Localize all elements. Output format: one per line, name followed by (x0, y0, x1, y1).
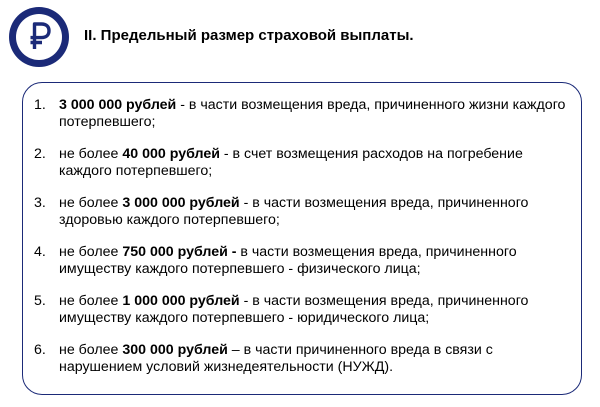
item-text: - в части возмещения вреда, причиненного имуществу каждого потерпевшего - юридического лица; (59, 293, 529, 326)
item-number: 5. (34, 293, 46, 309)
item-text: в части возмещения вреда, причиненного имуществу каждого потерпевшего - физического лица; (59, 244, 517, 277)
item-amount: 750 000 рублей - (122, 244, 237, 260)
item-number: 3. (34, 195, 46, 211)
item-amount: 40 000 рублей (122, 146, 220, 162)
list-item (34, 342, 574, 376)
item-text: - в части возмещения вреда, причиненного здоровью каждого потерпевшего; (59, 195, 529, 228)
item-number: 1. (34, 97, 46, 113)
list-item (34, 244, 574, 278)
item-number: 6. (34, 342, 46, 358)
item-number: 2. (34, 146, 46, 162)
list-item (34, 293, 574, 327)
item-prefix: не более (59, 244, 123, 260)
item-prefix: не более (59, 195, 123, 211)
item-text: – в части причиненного вреда в связи с нарушением условий жизнедеятельности (НУЖД). (59, 342, 493, 375)
item-prefix: не более (59, 146, 123, 162)
limits-list (34, 97, 574, 391)
item-amount: 3 000 000 рублей (59, 97, 177, 113)
list-item (34, 97, 574, 131)
item-number: 4. (34, 244, 46, 260)
item-prefix: не более (59, 293, 123, 309)
page-title: II. Предельный размер страховой выплаты. (84, 27, 414, 44)
ruble-icon (8, 6, 70, 68)
list-item (34, 195, 574, 229)
item-amount: 300 000 рублей (122, 342, 228, 358)
item-amount: 1 000 000 рублей (122, 293, 240, 309)
list-item (34, 146, 574, 180)
item-text: - в счет возмещения расходов на погребение каждого потерпевшего; (59, 146, 523, 179)
item-prefix: не более (59, 342, 123, 358)
item-amount: 3 000 000 рублей (122, 195, 240, 211)
item-text: - в части возмещения вреда, причиненного жизни каждого потерпевшего; (59, 97, 566, 130)
